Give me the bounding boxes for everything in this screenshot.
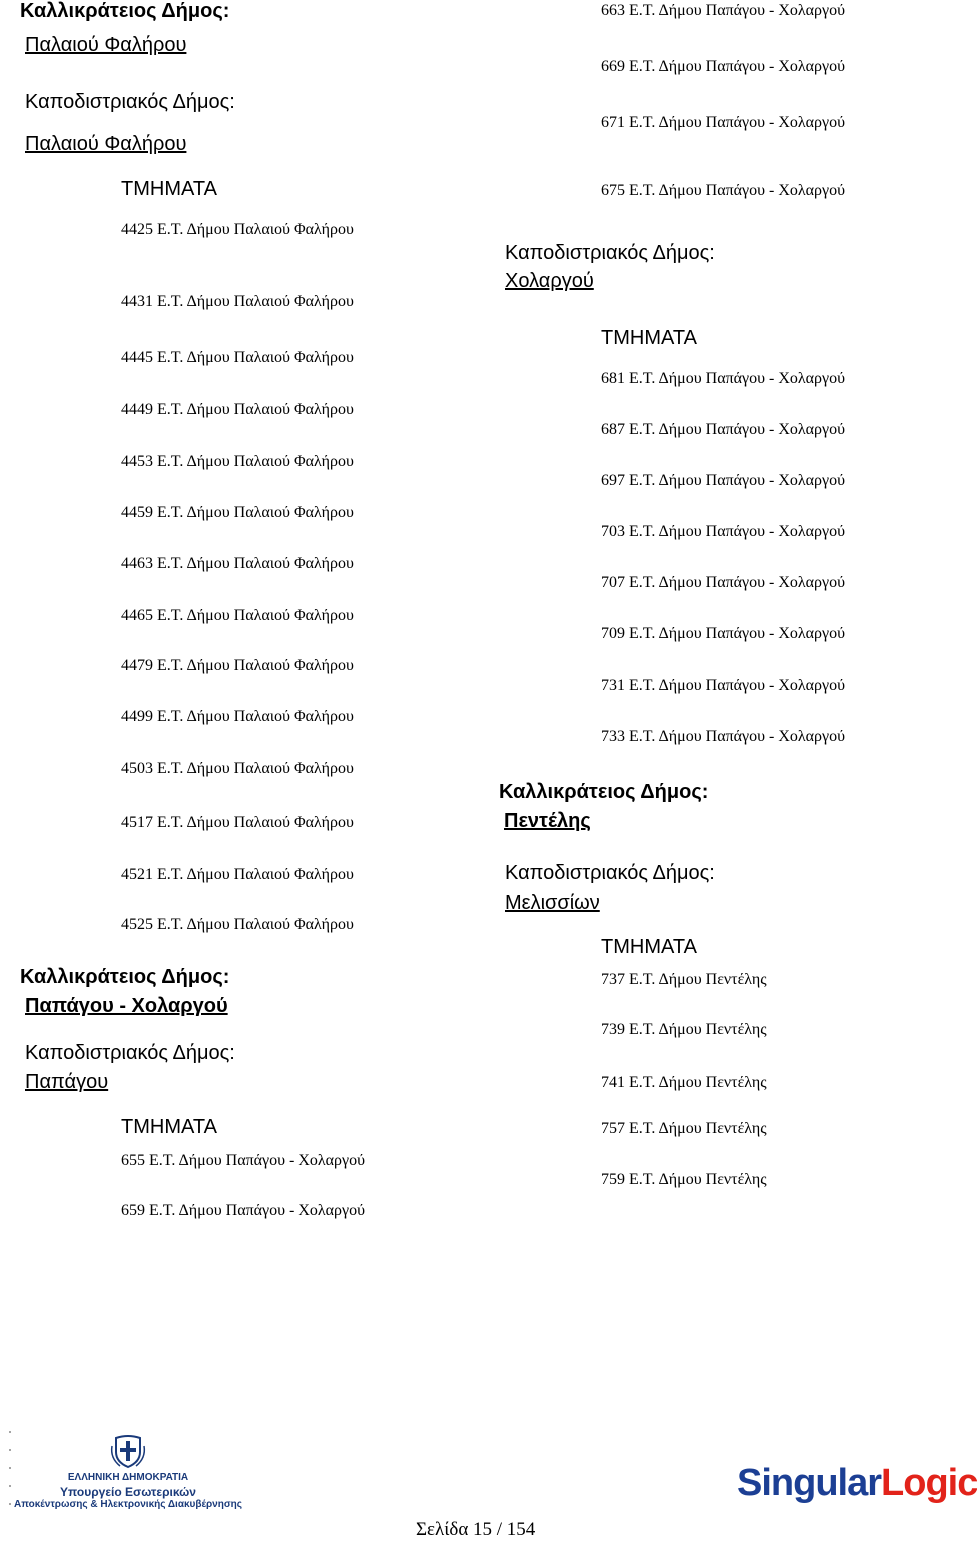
- list-item: 4425 Ε.Τ. Δήμου Παλαιού Φαλήρου: [121, 221, 354, 238]
- list-item: 4449 Ε.Τ. Δήμου Παλαιού Φαλήρου: [121, 401, 354, 418]
- list-item: 757 Ε.Τ. Δήμου Πεντέλης: [601, 1120, 767, 1137]
- brand-part-singular: Singular: [737, 1462, 882, 1504]
- list-item: 4463 Ε.Τ. Δήμου Παλαιού Φαλήρου: [121, 555, 354, 572]
- list-item: 4517 Ε.Τ. Δήμου Παλαιού Φαλήρου: [121, 814, 354, 831]
- kallikrateios-name: Πεντέλης: [504, 810, 591, 832]
- kapodistriakos-label: Καποδιστριακός Δήμος:: [505, 862, 715, 884]
- gov-line-1: ΕΛΛΗΝΙΚΗ ΔΗΜΟΚΡΑΤΙΑ: [67, 1472, 189, 1483]
- kallikrateios-label: Καλλικράτειος Δήμος:: [20, 966, 230, 988]
- kapodistriakos-name: Παλαιού Φαλήρου: [25, 133, 187, 155]
- kapodistriakos-name: Χολαργού: [505, 270, 594, 292]
- list-item: 4525 Ε.Τ. Δήμου Παλαιού Φαλήρου: [121, 916, 354, 933]
- list-item: 4445 Ε.Τ. Δήμου Παλαιού Φαλήρου: [121, 349, 354, 366]
- list-item: 703 Ε.Τ. Δήμου Παπάγου - Χολαργού: [601, 523, 846, 540]
- kallikrateios-name: Παπάγου - Χολαργού: [25, 995, 228, 1017]
- list-item: 659 Ε.Τ. Δήμου Παπάγου - Χολαργού: [121, 1202, 366, 1219]
- kapodistriakos-name: Μελισσίων: [505, 892, 600, 914]
- list-item: 709 Ε.Τ. Δήμου Παπάγου - Χολαργού: [601, 625, 846, 642]
- list-item: 733 Ε.Τ. Δήμου Παπάγου - Χολαργού: [601, 728, 846, 745]
- page-number: Σελίδα 15 / 154: [416, 1519, 536, 1540]
- list-item: 731 Ε.Τ. Δήμου Παπάγου - Χολαργού: [601, 677, 846, 694]
- list-item: 687 Ε.Τ. Δήμου Παπάγου - Χολαργού: [601, 421, 846, 438]
- gov-line-2: Υπουργείο Εσωτερικών: [60, 1485, 196, 1499]
- list-item: 4503 Ε.Τ. Δήμου Παλαιού Φαλήρου: [121, 760, 354, 777]
- tmimata-heading: ΤΜΗΜΑΤΑ: [121, 1116, 217, 1138]
- tmimata-heading: ΤΜΗΜΑΤΑ: [601, 327, 697, 349]
- list-item: 671 Ε.Τ. Δήμου Παπάγου - Χολαργού: [601, 114, 846, 131]
- kallikrateios-name: Παλαιού Φαλήρου: [25, 34, 187, 56]
- list-item: 4479 Ε.Τ. Δήμου Παλαιού Φαλήρου: [121, 657, 354, 674]
- list-item: 655 Ε.Τ. Δήμου Παπάγου - Χολαργού: [121, 1152, 366, 1169]
- list-item: 759 Ε.Τ. Δήμου Πεντέλης: [601, 1171, 767, 1188]
- list-item: 741 Ε.Τ. Δήμου Πεντέλης: [601, 1074, 767, 1091]
- kapodistriakos-label: Καποδιστριακός Δήμος:: [25, 1042, 235, 1064]
- list-item: 669 Ε.Τ. Δήμου Παπάγου - Χολαργού: [601, 58, 846, 75]
- ministry-logo: [13, 1434, 242, 1510]
- brand-part-logic: Logic: [881, 1462, 977, 1504]
- list-item: 681 Ε.Τ. Δήμου Παπάγου - Χολαργού: [601, 370, 846, 387]
- list-item: 737 Ε.Τ. Δήμου Πεντέλης: [601, 971, 767, 988]
- list-item: 4465 Ε.Τ. Δήμου Παλαιού Φαλήρου: [121, 607, 354, 624]
- list-item: 4459 Ε.Τ. Δήμου Παλαιού Φαλήρου: [121, 504, 354, 521]
- tmimata-heading: ΤΜΗΜΑΤΑ: [601, 936, 697, 958]
- list-item: 739 Ε.Τ. Δήμου Πεντέλης: [601, 1021, 767, 1038]
- singularlogic-logo: [737, 1462, 977, 1505]
- kapodistriakos-label: Καποδιστριακός Δήμος:: [505, 242, 715, 264]
- list-item: 663 Ε.Τ. Δήμου Παπάγου - Χολαργού: [601, 2, 846, 19]
- list-item: 4499 Ε.Τ. Δήμου Παλαιού Φαλήρου: [121, 708, 354, 725]
- list-item: 4431 Ε.Τ. Δήμου Παλαιού Φαλήρου: [121, 293, 354, 310]
- kallikrateios-label: Καλλικράτειος Δήμος:: [499, 781, 709, 803]
- greek-coat-of-arms-icon: [110, 1434, 146, 1468]
- list-item: 675 Ε.Τ. Δήμου Παπάγου - Χολαργού: [601, 182, 846, 199]
- gov-line-3: Αποκέντρωσης & Ηλεκτρονικής Διακυβέρνησης: [13, 1499, 242, 1510]
- list-item: 707 Ε.Τ. Δήμου Παπάγου - Χολαργού: [601, 574, 846, 591]
- list-item: 697 Ε.Τ. Δήμου Παπάγου - Χολαργού: [601, 472, 846, 489]
- kapodistriakos-name: Παπάγου: [25, 1071, 109, 1093]
- decorative-dots: [8, 1428, 12, 1508]
- kapodistriakos-label: Καποδιστριακός Δήμος:: [25, 91, 235, 113]
- list-item: 4521 Ε.Τ. Δήμου Παλαιού Φαλήρου: [121, 866, 354, 883]
- list-item: 4453 Ε.Τ. Δήμου Παλαιού Φαλήρου: [121, 453, 354, 470]
- tmimata-heading: ΤΜΗΜΑΤΑ: [121, 178, 217, 200]
- kallikrateios-label: Καλλικράτειος Δήμος:: [20, 0, 230, 22]
